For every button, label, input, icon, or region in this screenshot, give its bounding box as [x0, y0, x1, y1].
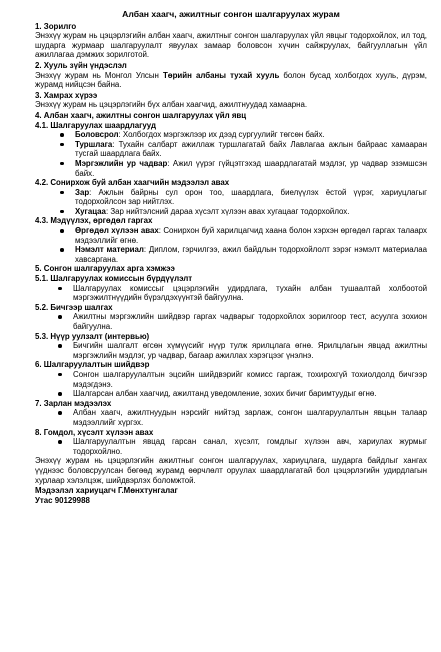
item-text: : Холбогдох мэргэжлээр их дээд сургуулийг төгсөн байх. — [118, 130, 325, 140]
item-label: Боловсрол — [75, 130, 119, 140]
item-text: : Зар нийтэлсний дараа хүсэлт хүлээн авах хугацааг тодорхойлох. — [105, 206, 350, 216]
item-text: : Диплом, гэрчилгээ, ажил байдлын тодорхойлолт зэрэг нэмэлт материалаа хавсаргана. — [75, 245, 427, 264]
section-4-2-list — [35, 188, 427, 217]
section-5-2-list — [35, 312, 427, 331]
list-item: Шалгаруулалтын явцад гарсан санал, хүсэлт, гомдлыг хүлээн авч, хариулах журмыг тодорхойлно. — [55, 437, 427, 456]
section-3-text: Энэхүү журам нь цэцэрлэгийн бүх албан хаагчид, ажилтнуудад хамаарна. — [35, 100, 308, 110]
section-2-text-a: Энэхүү журам нь Монгол Улсын — [35, 70, 163, 80]
item-text: : Ажлын байрны сул орон тоо, шаардлага, биелүүлэх ёстой үүрэг, хариуцлагыг тодорхойлсон зар нийтлэх. — [75, 187, 427, 207]
list-item: Бичгийн шалгалт өгсөн хүмүүсийг нүүр тулж ярилцлага өгнө. Ярилцлагын явцад ажилтны мэргэжлийн мэдлэг, ур чадвар, багаар ажиллах хэрэгцээг үнэлнэ. — [55, 341, 427, 360]
section-4-1-heading: 4.1. Шалгаруулах шаардлагууд — [35, 120, 156, 130]
list-item: Шалгаруулах комиссыг цэцэрлэгийн удирдлага, тухайн албан тушаалтай холбоотой мэргэжилтнүүдийн бүрэлдэхүүнтэй байгуулна. — [55, 284, 427, 303]
item-label: Өргөдөл хүлээн авах — [75, 226, 159, 236]
section-8-heading: 8. Гомдол, хүсэлт хүлээн авах — [35, 427, 154, 437]
list-item — [57, 159, 427, 178]
section-4-3-heading: 4.3. Мэдүүлэх, өргөдөл гаргах — [35, 216, 153, 226]
section-2-heading: 2. Хууль зүйн үндэслэл — [35, 60, 127, 70]
section-1-heading: 1. Зорилго — [35, 21, 77, 31]
list-item — [57, 140, 427, 159]
list-item — [57, 207, 427, 217]
list-item: Албан хаагч, ажилтнуудын нэрсийг нийтэд зарлаж, сонгон шалгаруулалтын явцын талаар мэдээллийг хүргэх. — [55, 408, 427, 427]
section-4-heading: 4. Албан хаагч, ажилтны сонгон шалгаруулах үйл явц — [35, 110, 247, 120]
section-6-heading: 6. Шалгаруулалтын шийдвэр — [35, 360, 150, 370]
list-item: Шалгарсан албан хаагчид, ажилтанд уведомление, зохих бичиг баримтуудыг өгнө. — [55, 389, 427, 399]
section-2-text — [35, 71, 427, 90]
section-5-3-list — [35, 341, 427, 360]
section-7-heading: 7. Зарлан мэдээлэх — [35, 398, 112, 408]
law-name: Төрийн албаны тухай хууль — [162, 70, 280, 80]
section-1-text: Энэхүү журам нь цэцэрлэгийн албан хаагч, ажилтныг сонгон шалгаруулах үйл явцыг тодорхойлох, ил тод, шударга журмаар шалгаруулалт явуулах замаар боловсон хүчин сайжруулах, байгууллагын үйл ажиллагаа дэмжих зорилготой. — [35, 31, 427, 60]
item-text: : Сонирхон буй харилцагчид хаана болон хэрхэн өргөдөл гаргах талаарх мэдээллийг өгнө. — [75, 226, 427, 245]
list-item: Сонгон шалгаруулалтын эцсийн шийдвэрийг комисс гаргаж, тохирохгүй тохиолдолд бичгээр мэдэгдэнэ. — [55, 370, 427, 389]
item-text: : Тухайн салбарт ажиллаж туршлагатай байх Лавлагаа ажлын байраас хамааран тусгай шаардлага байх. — [75, 139, 427, 159]
section-5-3-heading: 5.3. Нүүр уулзалт (интервью) — [35, 331, 150, 341]
list-item — [57, 226, 427, 245]
section-7-list — [35, 408, 427, 427]
item-label: Туршлага — [75, 139, 113, 149]
section-2-text-c: болон бусад холбогдох хууль, дүрэм, журамд нийцсэн байна. — [35, 70, 427, 90]
footer-author: Мэдээлэл хариуцагч Г.Мөнхтунгалаг — [35, 486, 178, 496]
document-title: Албан хаагч, ажилтныг сонгон шалгаруулах журам — [122, 9, 340, 19]
list-item — [57, 188, 427, 207]
closing-paragraph: Энэхүү журам нь цэцэрлэгийн ажилтныг сонгон шалгаруулах, хариуцлага, шударга байдлыг хангах үүднээс боловсруулсан бөгөөд журамд өөрчлөлт оруулах шаардлагатай бол цэцэрлэгийн удирдлагын хурлаар хэлэлцэж, шийдвэрлэх боломжтой. — [35, 456, 427, 485]
footer-phone: Утас 90129988 — [35, 495, 90, 505]
section-4-1-list — [35, 130, 427, 178]
section-4-3-list — [35, 226, 427, 264]
section-5-heading: 5. Сонгон шалгаруулах арга хэмжээ — [35, 264, 175, 274]
section-5-1-list — [35, 284, 427, 303]
item-text: : Ажил үүрэг гүйцэтгэхэд шаардлагатай мэдлэг, ур чадвар эзэмшсэн байх. — [75, 158, 427, 178]
section-4-2-heading: 4.2. Сонирхож буй албан хаагчийн мэдээлэл авах — [35, 178, 230, 188]
item-label: Мэргэжлийн ур чадвар — [75, 158, 168, 168]
section-6-list — [35, 370, 427, 399]
section-8-list — [35, 437, 427, 456]
item-label: Хугацаа — [75, 206, 106, 216]
section-3-heading: 3. Хамрах хүрээ — [35, 90, 98, 100]
item-label: Зар — [75, 187, 90, 197]
section-5-2-heading: 5.2. Бичгээр шалгах — [35, 302, 113, 312]
item-label: Нэмэлт материал — [75, 245, 144, 255]
list-item — [57, 245, 427, 264]
list-item — [57, 130, 427, 140]
section-5-1-heading: 5.1. Шалгаруулах комиссын бүрдүүлэлт — [35, 274, 193, 284]
list-item: Ажилтны мэргэжлийн шийдвэр гаргах чадварыг тодорхойлох зорилгоор тест, асуулга зохион байгуулна. — [55, 312, 427, 331]
